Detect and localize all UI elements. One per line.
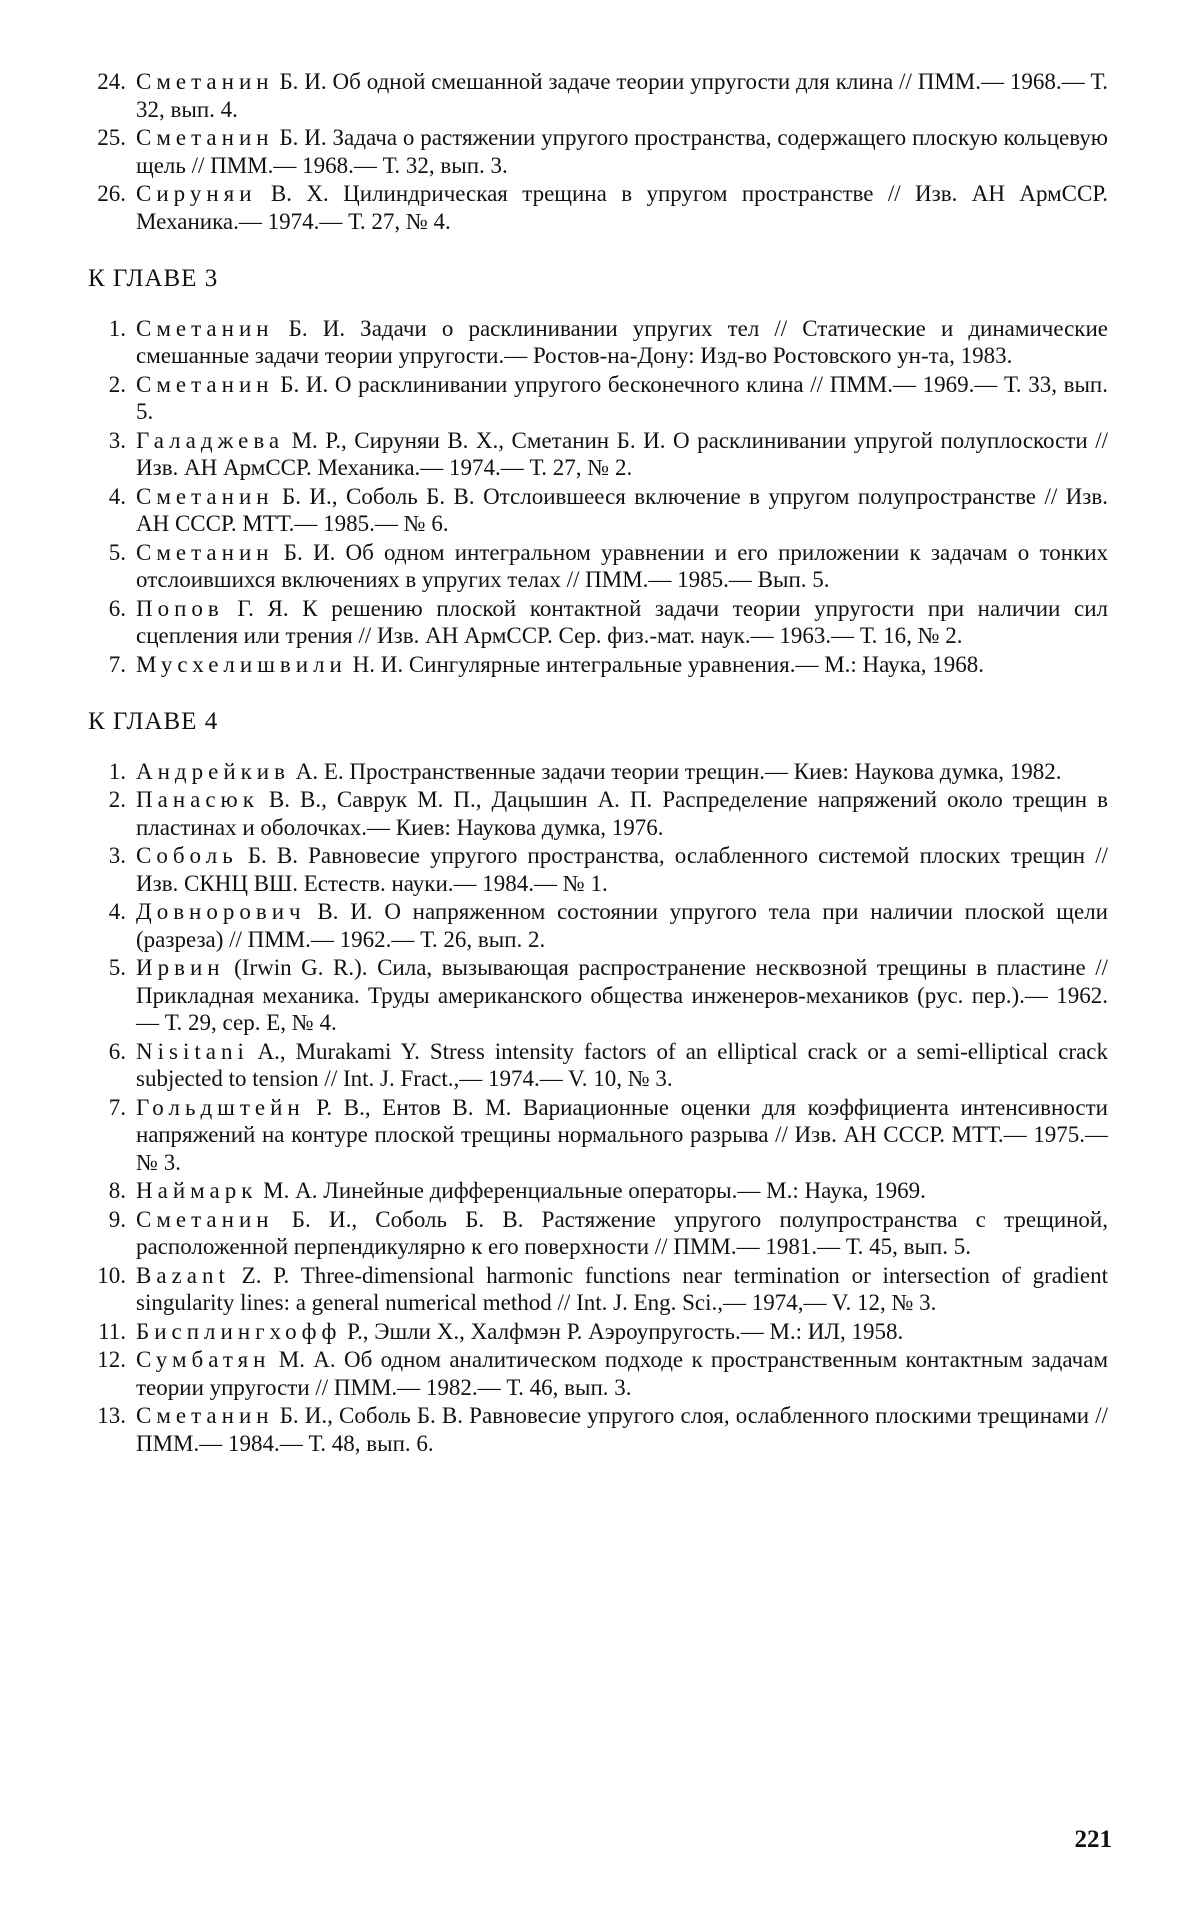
reference-text — [136, 427, 1108, 482]
reference-number: 4. — [108, 899, 126, 924]
reference-number: 2. — [108, 787, 126, 812]
reference-number: 5. — [108, 539, 126, 565]
reference-number: 1. — [108, 315, 126, 341]
reference-item — [88, 954, 1108, 1037]
reference-author: Довнорович — [136, 899, 306, 924]
reference-author: Сметанин — [136, 1206, 274, 1232]
reference-author: Сметанин — [136, 125, 274, 150]
reference-item — [88, 1094, 1108, 1177]
reference-item — [88, 427, 1108, 482]
reference-details: Б. И. О расклинивании упругого бесконечного клина // ПММ.— 1969.— Т. 33, вып. 5. — [136, 371, 1108, 424]
reference-item — [88, 898, 1108, 953]
section-continued — [88, 68, 1108, 235]
reference-number: 25. — [97, 125, 126, 150]
reference-details: В. Х. Цилиндрическая трещина в упругом пространстве // Изв. АН АрмССР. Механика.— 1974.— Т. 27, № 4. — [136, 181, 1108, 234]
reference-number: 10. — [97, 1262, 126, 1288]
reference-item — [88, 1206, 1108, 1261]
reference-item — [88, 1038, 1108, 1093]
reference-author: Ирвин — [136, 955, 225, 980]
reference-number: 6. — [108, 595, 126, 621]
reference-author: Бисплингхофф — [136, 1318, 342, 1344]
reference-author: Соболь — [136, 843, 238, 868]
reference-details: Г. Я. К решению плоской контактной задачи теории упругости при наличии сил сцепления или трения // Изв. АН АрмССР. Сер. физ.-мат. наук.— 1963.— Т. 16, № 2. — [136, 595, 1108, 648]
reference-number: 5. — [108, 955, 126, 980]
reference-text — [136, 898, 1108, 953]
reference-text — [136, 651, 1108, 679]
reference-details: A., Murakami Y. Stress intensity factors of an elliptical crack or a semi-elliptical crack subjected to tension // Int. J. Fract.,— 1974.— V. 10, № 3. — [136, 1038, 1108, 1091]
reference-details: М. А. Линейные дифференциальные операторы.— М.: Наука, 1969. — [257, 1178, 926, 1203]
reference-text — [136, 842, 1108, 897]
reference-text — [136, 1094, 1108, 1177]
reference-details: Б. И. Задачи о расклинивании упругих тел // Статические и динамические смешанные задачи теории упругости.— Ростов-на-Дону: Изд-во Ростовского ун-та, 1983. — [136, 315, 1108, 368]
page-number: 221 — [1074, 1826, 1112, 1853]
reference-details: Б. В. Равновесие упругого пространства, ослабленного системой плоских трещин // Изв. СКНЦ ВШ. Естеств. науки.— 1984.— № 1. — [136, 843, 1108, 896]
reference-text — [136, 1038, 1108, 1093]
reference-author: Сметанин — [136, 315, 274, 341]
reference-details: В. И. О напряженном состоянии упругого тела при наличии плоской щели (разреза) // ПММ.— 1962.— Т. 26, вып. 2. — [136, 899, 1108, 952]
reference-item — [88, 651, 1108, 679]
reference-item — [88, 315, 1108, 370]
reference-text — [136, 786, 1108, 841]
reference-text — [136, 180, 1108, 235]
reference-author: Попов — [136, 595, 224, 621]
reference-details: Б. И. Об одном интегральном уравнении и его приложении к задачам о тонких отслоившихся включениях в упругих телах // ПММ.— 1985.— Вып. 5. — [136, 539, 1108, 592]
reference-details: А. Е. Пространственные задачи теории трещин.— Киев: Наукова думка, 1982. — [289, 758, 1062, 784]
reference-number: 11. — [98, 1318, 126, 1344]
reference-text — [136, 1346, 1108, 1401]
reference-number: 1. — [108, 758, 126, 784]
reference-number: 7. — [108, 651, 126, 677]
reference-number: 4. — [108, 483, 126, 509]
reference-details: В. В., Саврук М. П., Дацышин А. П. Распределение напряжений около трещин в пластинах и оболочках.— Киев: Наукова думка, 1976. — [136, 787, 1108, 840]
reference-author: Сметанин — [136, 539, 274, 565]
reference-details: Б. И. Задача о растяжении упругого пространства, содержащего плоскую кольцевую щель // ПММ.— 1968.— Т. 32, вып. 3. — [136, 125, 1108, 178]
reference-author: Мусхелишвили — [136, 651, 347, 677]
reference-item — [88, 483, 1108, 538]
reference-item — [88, 595, 1108, 650]
reference-author: Сметанин — [136, 483, 274, 509]
reference-item — [88, 786, 1108, 841]
reference-author: Сируняи — [136, 181, 257, 206]
reference-text — [136, 1177, 1108, 1205]
reference-number: 9. — [108, 1206, 126, 1232]
reference-number: 13. — [97, 1403, 126, 1428]
reference-details: М. А. Об одном аналитическом подходе к пространственным контактным задачам теории упругости // ПММ.— 1982.— Т. 46, вып. 3. — [136, 1347, 1108, 1400]
reference-number: 12. — [97, 1347, 126, 1372]
section-chapter-4 — [88, 708, 1108, 1457]
reference-author: Nisitani — [136, 1038, 249, 1064]
reference-text — [136, 1206, 1108, 1261]
chapter-heading: К ГЛАВЕ 4 — [88, 708, 219, 735]
reference-text — [136, 954, 1108, 1037]
reference-text — [136, 595, 1108, 650]
reference-text — [136, 371, 1108, 426]
reference-text — [136, 1402, 1108, 1457]
reference-text — [136, 758, 1108, 786]
reference-details: (Irwin G. R.). Сила, вызывающая распространение несквозной трещины в пластине // Прикладная механика. Труды американского общества инженеров-механиков (рус. пер.).— 1962.— Т. 29, сер. Е, № 4. — [136, 955, 1108, 1035]
reference-details: Z. P. Three-dimensional harmonic functions near termination or intersection of gradient singularity lines: a general numerical method // Int. J. Eng. Sci.,— 1974,— V. 12, № 3. — [136, 1262, 1108, 1315]
reference-item — [88, 842, 1108, 897]
reference-author: Андрейкив — [136, 758, 290, 784]
reference-item — [88, 1262, 1108, 1317]
reference-item — [88, 371, 1108, 426]
reference-text — [136, 1262, 1108, 1317]
reference-number: 6. — [108, 1038, 126, 1064]
reference-number: 3. — [108, 843, 126, 868]
reference-item — [88, 758, 1108, 786]
reference-number: 26. — [97, 181, 126, 206]
bibliography-page — [88, 68, 1108, 1458]
reference-item — [88, 180, 1108, 235]
reference-text — [136, 1318, 1108, 1346]
reference-text — [136, 483, 1108, 538]
reference-details: Б. И., Соболь Б. В. Отслоившееся включение в упругом полупространстве // Изв. АН СССР. МТТ.— 1985.— № 6. — [136, 483, 1108, 536]
chapter-heading: К ГЛАВЕ 3 — [88, 265, 219, 292]
reference-text — [136, 539, 1108, 594]
reference-details: Р., Эшли Х., Халфмэн Р. Аэроупругость.— М.: ИЛ, 1958. — [341, 1318, 904, 1344]
reference-details: Б. И., Соболь Б. В. Растяжение упругого полупространства с трещиной, расположенной перпендикулярно к его поверхности // ПММ.— 1981.— Т. 45, вып. 5. — [136, 1206, 1108, 1259]
reference-text — [136, 68, 1108, 123]
reference-author: Bazant — [136, 1262, 230, 1288]
reference-item — [88, 1177, 1108, 1205]
reference-details: Б. И. Об одной смешанной задаче теории упругости для клина // ПММ.— 1968.— Т. 32, вып. 4. — [136, 69, 1108, 122]
reference-details: Б. И., Соболь Б. В. Равновесие упругого слоя, ослабленного плоскими трещинами // ПММ.— 1984.— Т. 48, вып. 6. — [136, 1403, 1108, 1456]
reference-details: М. Р., Сируняи В. Х., Сметанин Б. И. О расклинивании упругой полуплоскости // Изв. АН АрмССР. Механика.— 1974.— Т. 27, № 2. — [136, 427, 1108, 480]
reference-author: Сметанин — [136, 69, 274, 94]
reference-number: 7. — [108, 1094, 126, 1120]
reference-item — [88, 1346, 1108, 1401]
reference-author: Наймарк — [136, 1178, 258, 1203]
reference-author: Сметанин — [136, 1403, 274, 1428]
reference-item — [88, 68, 1108, 123]
reference-number: 8. — [108, 1178, 126, 1203]
reference-item — [88, 1402, 1108, 1457]
reference-number: 24. — [97, 69, 126, 94]
reference-text — [136, 124, 1108, 179]
reference-item — [88, 1318, 1108, 1346]
reference-number: 3. — [108, 427, 126, 453]
reference-author: Панасюк — [136, 787, 259, 812]
reference-text — [136, 315, 1108, 370]
reference-item — [88, 539, 1108, 594]
reference-details: Н. И. Сингулярные интегральные уравнения.— М.: Наука, 1968. — [346, 651, 984, 677]
section-chapter-3 — [88, 265, 1108, 678]
reference-item — [88, 124, 1108, 179]
reference-author: Сметанин — [136, 371, 274, 397]
reference-author: Сумбатян — [136, 1347, 271, 1372]
reference-author: Галаджева — [136, 427, 285, 453]
reference-details: Р. В., Ентов В. М. Вариационные оценки для коэффициента интенсивности напряжений на контуре плоской трещины нормального разрыва // Изв. АН СССР. МТТ.— 1975.— № 3. — [136, 1094, 1108, 1175]
reference-number: 2. — [108, 371, 126, 397]
reference-author: Гольдштейн — [136, 1094, 305, 1120]
